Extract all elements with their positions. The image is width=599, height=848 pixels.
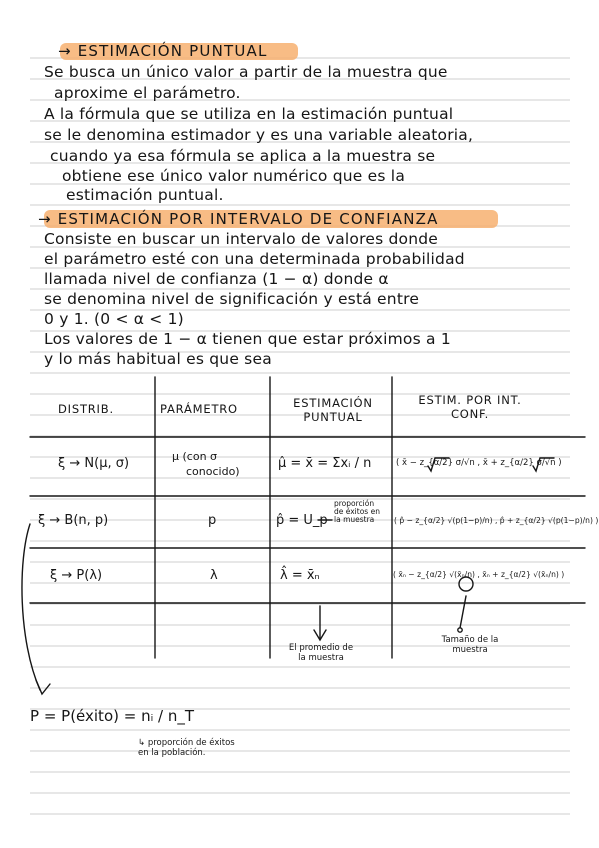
formula-p-exito: P = P(éxito) = nᵢ / n_T xyxy=(30,707,195,725)
text-line: A la fórmula que se utiliza en la estimación puntual xyxy=(44,105,454,123)
section-title: → ESTIMACIÓN PUNTUAL xyxy=(58,42,268,60)
table-cell-interval: ( x̄ₙ − z_{α/2} √(x̄ₙ/n) , x̄ₙ + z_{α/2} √(x̄ₙ/n) ) xyxy=(393,570,565,579)
table-cell-param: conocido) xyxy=(186,465,240,478)
annotation-promedio: El promedio de la muestra xyxy=(288,643,354,663)
table-cell-estim-note: proporción de éxitos en la muestra xyxy=(334,499,380,524)
table-cell-interval: ( p̂ − z_{α/2} √(p(1−p)/n) , p̂ + z_{α/2} √(p(1−p)/n) ) xyxy=(394,516,599,525)
text-line: cuando ya esa fórmula se aplica a la muestra se xyxy=(50,147,436,165)
annotation-tamano: Tamaño de la muestra xyxy=(441,635,499,655)
table-header xyxy=(410,393,530,421)
table-header: DISTRIB. xyxy=(58,402,114,416)
table-cell-distrib: ξ → N(μ, σ) xyxy=(58,456,130,471)
text-line: se denomina nivel de significación y está entre xyxy=(44,290,420,308)
table-header xyxy=(278,396,388,424)
text-line: aproxime el parámetro. xyxy=(54,84,241,102)
table-cell-param: μ (con σ xyxy=(172,450,218,463)
formula-note: ↳ proporción de éxitos en la población. xyxy=(138,738,235,758)
text-line: se le denomina estimador y es una variable aleatoria, xyxy=(44,126,474,144)
table-cell-estim: p̂ = U_p xyxy=(276,513,328,528)
text-line: 0 y 1. (0 < α < 1) xyxy=(44,310,184,328)
table-cell-distrib: ξ → P(λ) xyxy=(50,568,103,583)
section-title: → ESTIMACIÓN POR INTERVALO DE CONFIANZA xyxy=(38,210,439,228)
header-text: ESTIM. POR INT. CONF. xyxy=(418,393,522,421)
table-cell-param: p xyxy=(208,513,217,528)
text-line: llamada nivel de confianza (1 − α) donde α xyxy=(44,270,389,288)
text-line: Se busca un único valor a partir de la muestra que xyxy=(44,63,448,81)
text-line: y lo más habitual es que sea xyxy=(44,350,272,368)
table-cell-interval: ( x̄ − z_{α/2} σ/√n , x̄ + z_{α/2} σ/√n ) xyxy=(396,458,562,468)
header-text: ESTIMACIÓN PUNTUAL xyxy=(293,396,373,424)
table-cell-estim: μ̂ = x̄ = Σxᵢ / n xyxy=(278,456,372,471)
text-line: estimación puntual. xyxy=(66,186,224,204)
text-line: Los valores de 1 − α tienen que estar próximos a 1 xyxy=(44,330,451,348)
text-line: obtiene ese único valor numérico que es la xyxy=(62,167,406,185)
text-line: Consiste en buscar un intervalo de valores donde xyxy=(44,230,439,248)
table-cell-estim: λ̂ = x̄ₙ xyxy=(280,568,320,583)
table-cell-param: λ xyxy=(210,568,218,583)
text-line: el parámetro esté con una determinada probabilidad xyxy=(44,250,465,268)
table-header: PARÁMETRO xyxy=(160,402,238,416)
table-cell-distrib: ξ → B(n, p) xyxy=(38,513,109,528)
